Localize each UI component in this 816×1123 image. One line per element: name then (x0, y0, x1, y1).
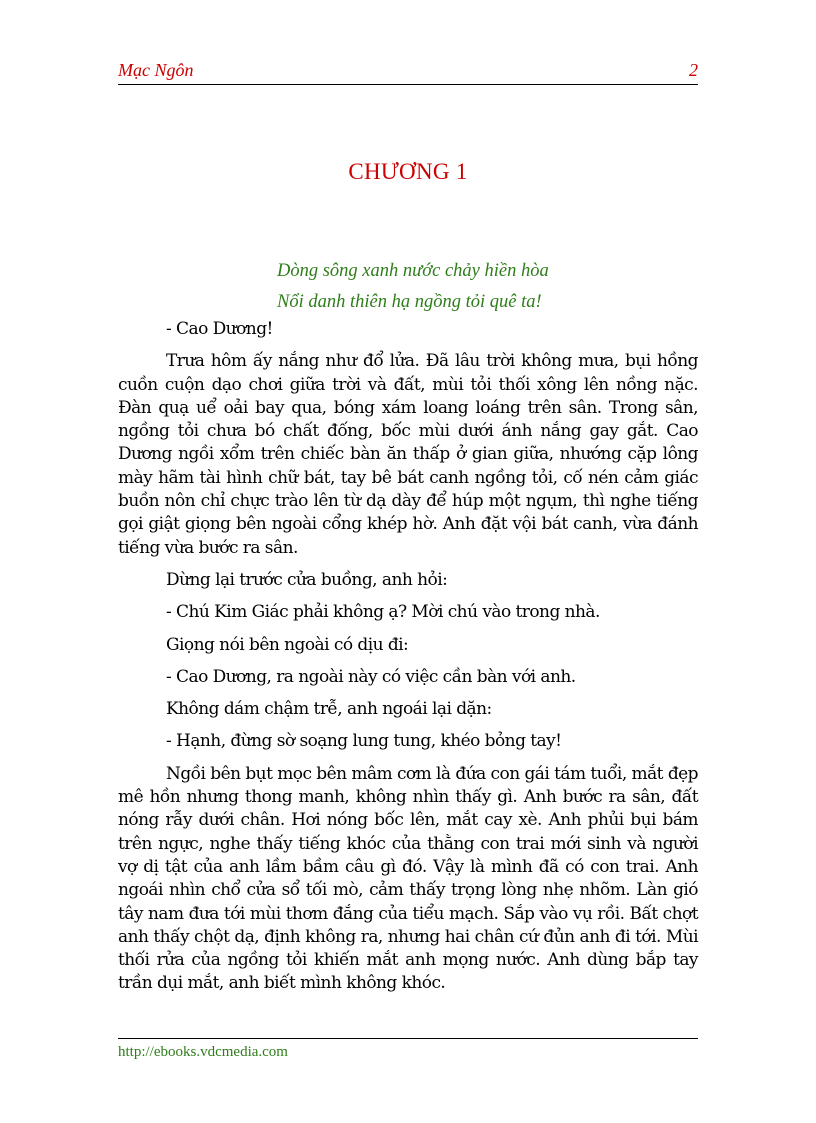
paragraph: Không dám chậm trễ, anh ngoái lại dặn: (166, 699, 492, 720)
epigraph-line: Nổi danh thiên hạ ngồng tỏi quê ta! (277, 292, 542, 312)
paragraph: - Chú Kim Giác phải không ạ? Mời chú vào trong nhà. (166, 602, 600, 623)
paragraph: - Hạnh, đừng sờ soạng lung tung, khéo bỏng tay! (166, 731, 562, 752)
chapter-title: CHƯƠNG 1 (348, 159, 468, 184)
author-name: Mạc Ngôn (118, 60, 194, 80)
paragraph: Trưa hôm ấy nắng như đổ lửa. Đã lâu trời không mưa, bụi hồng cuồn cuộn dạo chơi giữa trời và đất, mùi tỏi thối xông lên nồng nặc. Đàn quạ uể oải bay qua, bóng xám loang loáng trên sân. Trong sân, ngồng tỏi chưa bó chất đống, bốc mùi dưới ánh nắng gay gắt. Cao Dương ngồi xổm trên chiếc bàn ăn thấp ở gian giữa, nhướng cặp lông mày hãm tài hình chữ bát, tay bê bát canh ngồng tỏi, cố nén cảm giác buồn nôn chỉ chực trào lên từ dạ dày để húp một ngụm, thì nghe tiếng gọi giật giọng bên ngoài cổng khép hờ. Anh đặt vội bát canh, vừa đánh tiếng vừa bước ra sân. (118, 351, 698, 558)
paragraph: - Cao Dương! (166, 319, 273, 339)
epigraph (277, 256, 549, 318)
epigraph-line: Dòng sông xanh nước chảy hiền hòa (277, 261, 549, 281)
paragraph: Dừng lại trước cửa buồng, anh hỏi: (166, 569, 448, 590)
paragraph: Giọng nói bên ngoài có dịu đi: (166, 634, 409, 655)
page-header (118, 60, 698, 85)
chapter-body (118, 318, 698, 996)
page-number: 2 (689, 60, 698, 80)
footer-url: http://ebooks.vdcmedia.com (118, 1044, 288, 1060)
paragraph: - Cao Dương, ra ngoài này có việc cần bàn với anh. (166, 666, 576, 687)
footer-divider (118, 1038, 698, 1039)
paragraph: Ngồi bên bụt mọc bên mâm cơm là đứa con gái tám tuổi, mắt đẹp mê hồn nhưng thong manh, không nhìn thấy gì. Anh bước ra sân, đất nóng rẫy dưới chân. Hơi nóng bốc lên, mắt cay xè. Anh phủi bụi bám trên ngực, nghe thấy tiếng khóc của thằng con trai mới sinh và người vợ dị tật của anh lầm bầm câu gì đó. Vậy là mình đã có con trai. Anh ngoái nhìn chổ cửa sổ tối mò, cảm thấy trọng lòng nhẹ nhõm. Làn gió tây nam đưa tới mùi thơm đắng của tiểu mạch. Sắp vào vụ rồi. Bất chợt anh thấy chột dạ, định không ra, nhưng hai chân cứ đủn anh đi tới. Mùi thối rửa của ngồng tỏi khiến mắt anh mọng nước. Anh dùng bắp tay trần dụi mắt, anh biết mình không khóc. (118, 763, 698, 994)
